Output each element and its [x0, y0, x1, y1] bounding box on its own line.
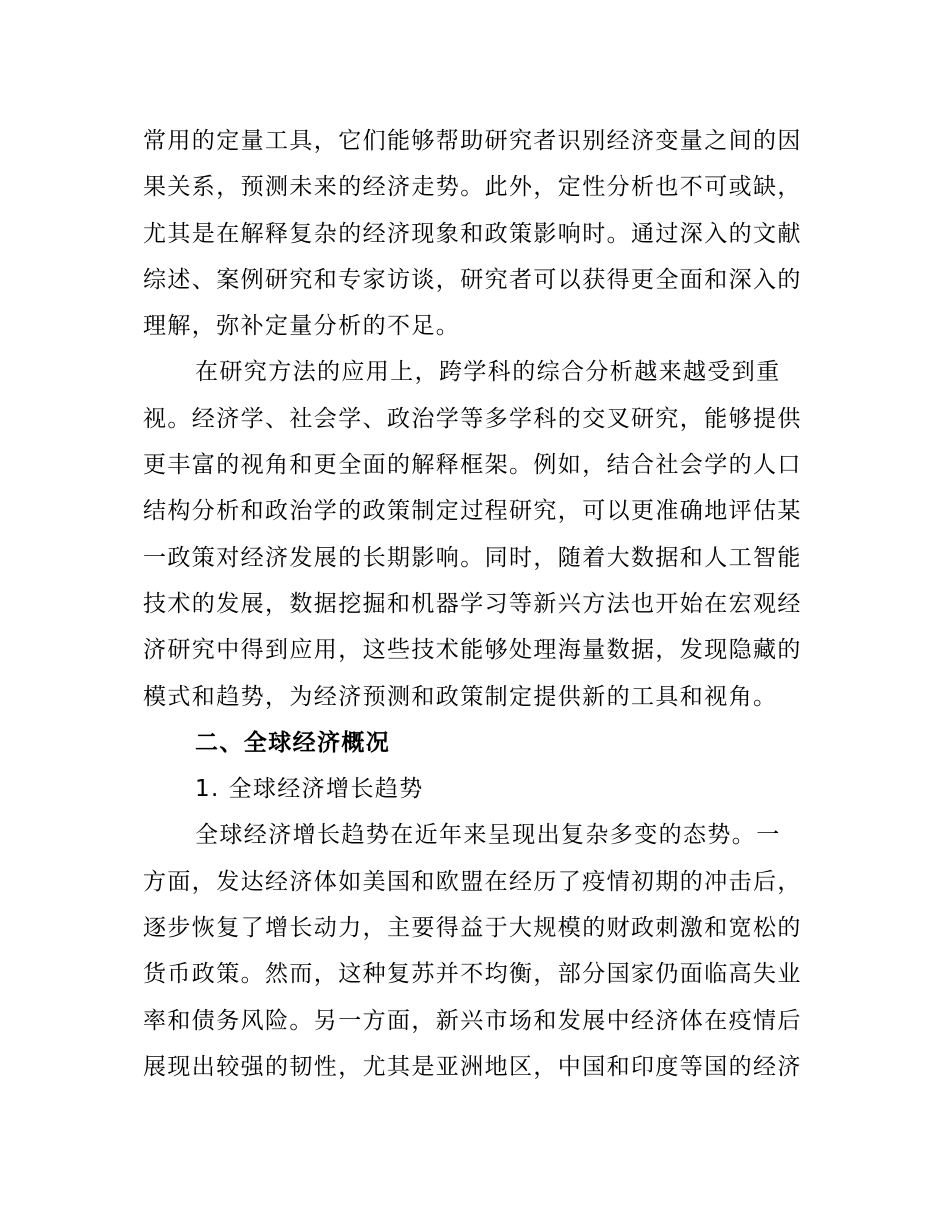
text-line: 常用的定量工具，它们能够帮助研究者识别经济变量之间的因: [143, 128, 802, 154]
text-line: 一政策对经济发展的长期影响。同时，随着大数据和人工智能: [143, 544, 802, 571]
text-line: 济研究中得到应用，这些技术能够处理海量数据，发现隐藏的: [143, 637, 802, 664]
paragraph-global-growth: [143, 812, 813, 1090]
text-line: 全球经济增长趋势在近年来呈现出复杂多变的态势。一: [195, 822, 781, 849]
text-line: 更丰富的视角和更全面的解释框架。例如，结合社会学的人口: [143, 452, 802, 479]
paragraph-quantitative-tools: [143, 118, 813, 349]
text-line: 理解，弥补定量分析的不足。: [143, 313, 461, 340]
text-line: 尤其是在解释复杂的经济现象和政策影响时。通过深入的文献: [143, 220, 802, 247]
subsection-heading: 1. 全球经济增长趋势: [195, 776, 424, 803]
text-line: 模式和趋势，为经济预测和政策制定提供新的工具和视角。: [143, 683, 778, 710]
text-line: 在研究方法的应用上，跨学科的综合分析越来越受到重: [195, 359, 781, 386]
text-line: 展现出较强的韧性，尤其是亚洲地区，中国和印度等国的经济: [143, 1053, 802, 1080]
text-line: 结构分析和政治学的政策制定过程研究，可以更准确地评估某: [143, 498, 802, 525]
paragraph-interdisciplinary-methods: [143, 349, 813, 719]
text-line: 技术的发展，数据挖掘和机器学习等新兴方法也开始在宏观经: [143, 590, 802, 617]
text-line: 货币政策。然而，这种复苏并不均衡，部分国家仍面临高失业: [143, 961, 802, 988]
section-heading: 二、全球经济概况: [195, 729, 391, 756]
text-line: 方面，发达经济体如美国和欧盟在经历了疫情初期的冲击后，: [143, 868, 802, 895]
document-body: [143, 118, 813, 1090]
text-line: 逐步恢复了增长动力，主要得益于大规模的财政刺激和宽松的: [143, 915, 802, 942]
text-line: 视。经济学、社会学、政治学等多学科的交叉研究，能够提供: [143, 405, 802, 432]
text-line: 果关系，预测未来的经济走势。此外，定性分析也不可或缺，: [143, 174, 802, 201]
text-line: 率和债务风险。另一方面，新兴市场和发展中经济体在疫情后: [143, 1007, 802, 1034]
text-line: 综述、案例研究和专家访谈，研究者可以获得更全面和深入的: [143, 266, 802, 293]
